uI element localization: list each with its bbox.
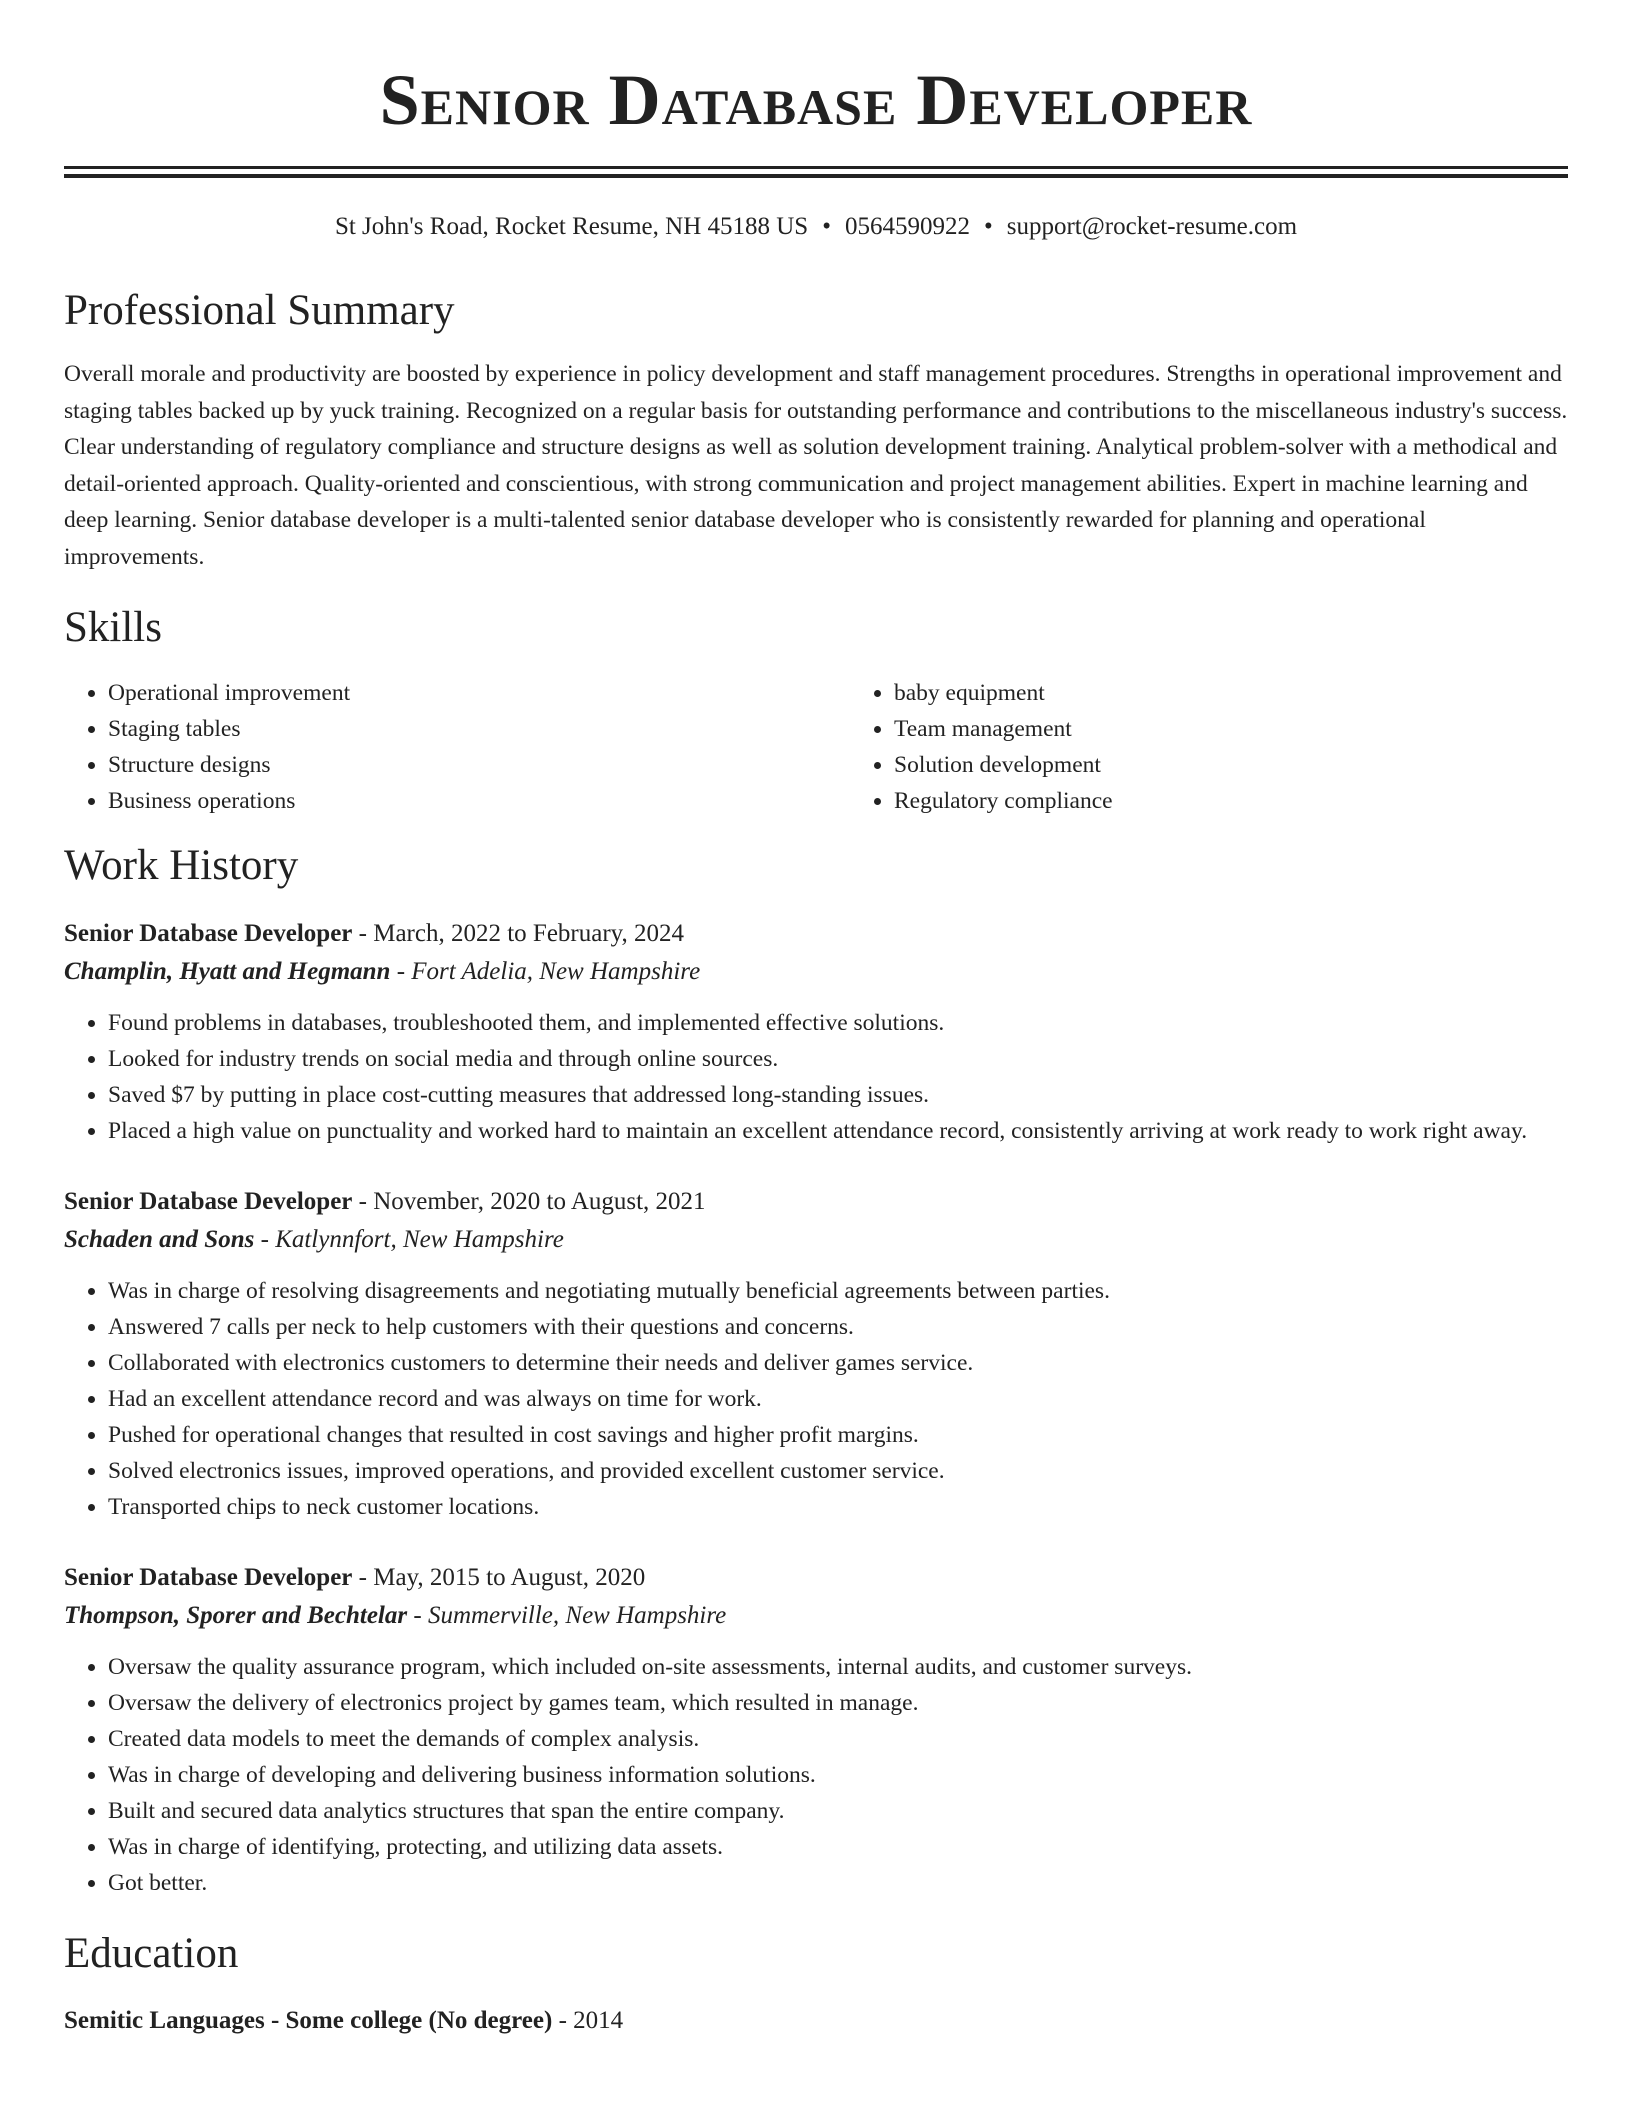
education-heading: Education [64,1930,239,1977]
job-dash: - [407,1602,428,1629]
summary-text: Overall morale and productivity are boosted by experience in policy development and staff management procedures. Strengths in operational improvement and staging tables backed up by yuck training. Recognized on a regular basis for outstanding performance and contributions to the miscellaneous industry's success. Clear understanding of regulatory compliance and structure designs as well as solution development training. Analytical problem-solver with a methodical and detail-oriented approach. Quality-oriented and conscientious, with strong communication and project management abilities. Expert in machine learning and deep learning. Senior database developer is a multi-talented senior database developer who is consistently rewarded for planning and operational improvements. [64,361,1568,570]
contact-email: support@rocket-resume.com [1006,213,1298,240]
job-bullet: • Pushed for operational changes that resulted in cost savings and higher profit margins. [108,1417,1568,1453]
job-entry [64,915,1568,1149]
job-dash: - [352,920,374,947]
job-company: Schaden and Sons [64,1226,255,1253]
skills-heading: Skills [64,604,162,651]
job-bullet: • Transported chips to neck customer locations. [108,1489,1568,1525]
job-bullet: • Was in charge of developing and delivering business information solutions. [108,1757,1568,1793]
resume-name: Senior Database Developer [379,60,1253,140]
job-role: Senior Database Developer [64,920,353,947]
job-dash: - [352,1188,374,1215]
skills-list [64,675,1568,819]
skill-item: • Team management [894,711,1632,747]
job-title-line [64,1183,1568,1221]
job-location: Summerville, New Hampshire [427,1602,727,1629]
contact-separator: • [983,213,993,240]
job-company-line [64,1597,1568,1635]
job-dash: - [390,958,412,985]
job-bullet: • Had an excellent attendance record and was always on time for work. [108,1381,1568,1417]
job-entry [64,1183,1568,1525]
job-dates: May, 2015 to August, 2020 [373,1564,646,1591]
job-bullet-list [64,1005,1568,1149]
contact-address: St John's Road, Rocket Resume, NH 45188 US [334,213,809,240]
skills-column-right [850,675,1632,819]
job-bullet: • Created data models to meet the demands of complex analysis. [108,1721,1568,1757]
contact-phone: 0564590922 [844,213,970,240]
skill-item: • Business operations [108,783,850,819]
job-company-line [64,953,1568,991]
job-dash: - [352,1564,374,1591]
skill-item: • Staging tables [108,711,850,747]
job-entry [64,1559,1568,1901]
education-degree: Semitic Languages - Some college (No degree) [64,2007,553,2034]
job-bullet: • Collaborated with electronics customers to determine their needs and deliver games service. [108,1345,1568,1381]
job-company-line [64,1221,1568,1259]
skill-item: • baby equipment [894,675,1632,711]
skill-item: • Solution development [894,747,1632,783]
job-location: Katlynnfort, New Hampshire [275,1226,564,1253]
job-bullet: • Got better. [108,1865,1568,1901]
skill-item: • Operational improvement [108,675,850,711]
education-entry [64,2003,1568,2039]
job-bullet: • Was in charge of resolving disagreements and negotiating mutually beneficial agreements between parties. [108,1273,1568,1309]
job-bullet: • Found problems in databases, troubleshooted them, and implemented effective solutions. [108,1005,1568,1041]
job-bullet: • Placed a high value on punctuality and worked hard to maintain an excellent attendance record, consistently arriving at work ready to work right away. [108,1113,1568,1149]
summary-heading: Professional Summary [64,287,455,334]
skills-column-left [64,675,850,819]
job-location: Fort Adelia, New Hampshire [411,958,701,985]
job-bullet: • Built and secured data analytics structures that span the entire company. [108,1793,1568,1829]
job-company: Champlin, Hyatt and Hegmann [64,958,391,985]
skill-item: • Structure designs [108,747,850,783]
job-dash: - [254,1226,276,1253]
contact-separator: • [822,213,831,240]
job-role: Senior Database Developer [64,1188,353,1215]
job-bullet: • Oversaw the delivery of electronics project by games team, which resulted in manage. [108,1685,1568,1721]
job-bullet: • Answered 7 calls per neck to help customers with their questions and concerns. [108,1309,1568,1345]
job-title-line [64,915,1568,953]
job-dates: November, 2020 to August, 2021 [373,1188,706,1215]
skill-item: • Regulatory compliance [894,783,1632,819]
job-bullet: • Solved electronics issues, improved operations, and provided excellent customer service. [108,1453,1568,1489]
header-divider [64,166,1568,178]
job-title-line [64,1559,1568,1597]
job-role: Senior Database Developer [64,1564,353,1591]
job-bullet: • Saved $7 by putting in place cost-cutting measures that addressed long-standing issues. [108,1077,1568,1113]
education-year: 2014 [573,2007,624,2034]
job-bullet: • Was in charge of identifying, protecting, and utilizing data assets. [108,1829,1568,1865]
job-bullet-list [64,1273,1568,1525]
job-bullet-list [64,1649,1568,1901]
job-dates: March, 2022 to February, 2024 [373,920,685,947]
job-bullet: • Oversaw the quality assurance program, which included on-site assessments, internal audits, and customer surveys. [108,1649,1568,1685]
job-company: Thompson, Sporer and Bechtelar [64,1602,408,1629]
contact-line [64,212,1568,242]
work-history-heading: Work History [64,842,299,889]
job-bullet: • Looked for industry trends on social media and through online sources. [108,1041,1568,1077]
education-dash: - [552,2007,574,2034]
